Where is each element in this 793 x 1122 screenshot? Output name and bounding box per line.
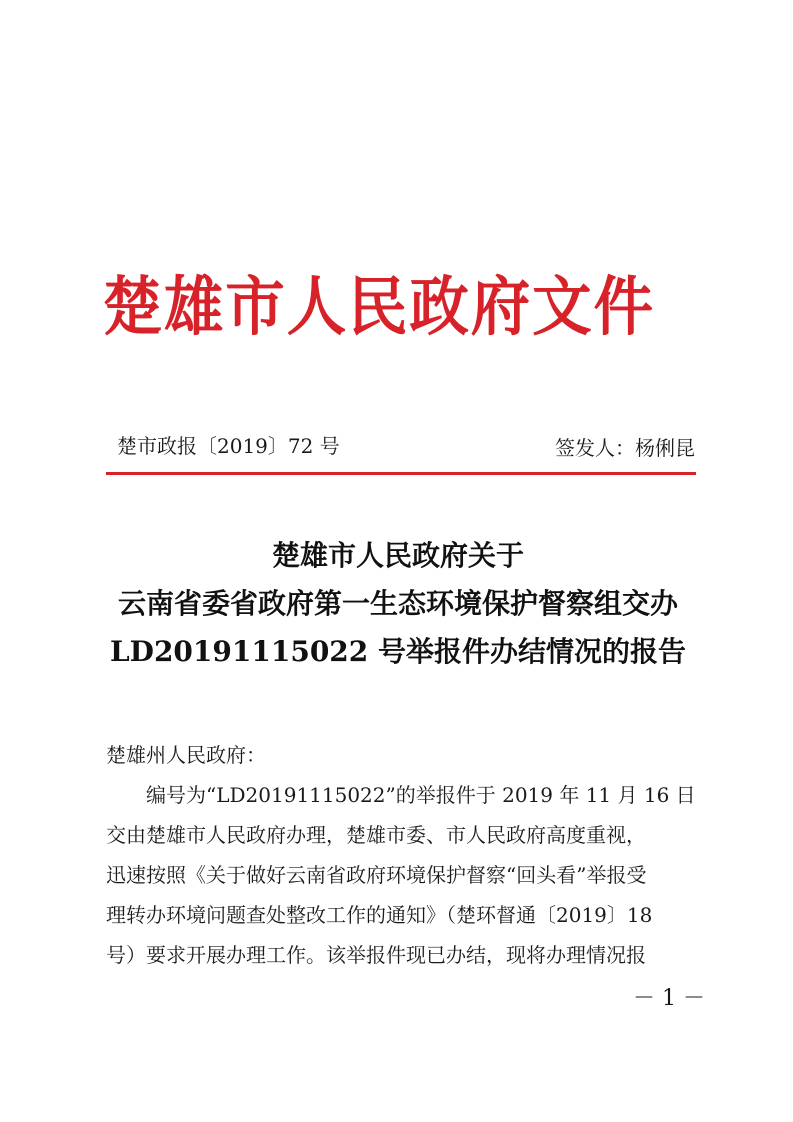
signer-name: 杨俐昆 [635, 436, 695, 460]
document-number: 楚市政报〔2019〕72 号 [117, 434, 340, 458]
salutation: 楚雄州人民政府： [106, 743, 266, 767]
red-separator-line [106, 472, 696, 475]
report-title-line-2: 云南省委省政府第一生态环境保护督察组交办 [117, 587, 678, 620]
report-title [96, 532, 700, 676]
signer-block [555, 434, 695, 462]
body-line: 理转办环境问题查处整改工作的通知》（楚环督通〔2019〕18 [106, 903, 653, 927]
report-body [106, 735, 696, 975]
report-title-line-1: 楚雄市人民政府关于 [271, 539, 524, 572]
signer-label: 签发人： [555, 436, 635, 460]
issuing-authority-header: 楚雄市人民政府文件 [102, 271, 655, 345]
body-line: 编号为“LD20191115022”的举报件于 2019 年 11 月 16 日 [146, 783, 696, 807]
body-line: 交由楚雄市人民政府办理，楚雄市委、市人民政府高度重视， [106, 823, 646, 847]
body-line: 迅速按照《关于做好云南省政府环境保护督察“回头看”举报受 [106, 863, 647, 887]
report-title-line-3: LD20191115022 号举报件办结情况的报告 [109, 635, 687, 668]
page-number: － 1 － [633, 986, 705, 1011]
body-line: 号）要求开展办理工作。该举报件现已办结，现将办理情况报 [106, 943, 646, 967]
